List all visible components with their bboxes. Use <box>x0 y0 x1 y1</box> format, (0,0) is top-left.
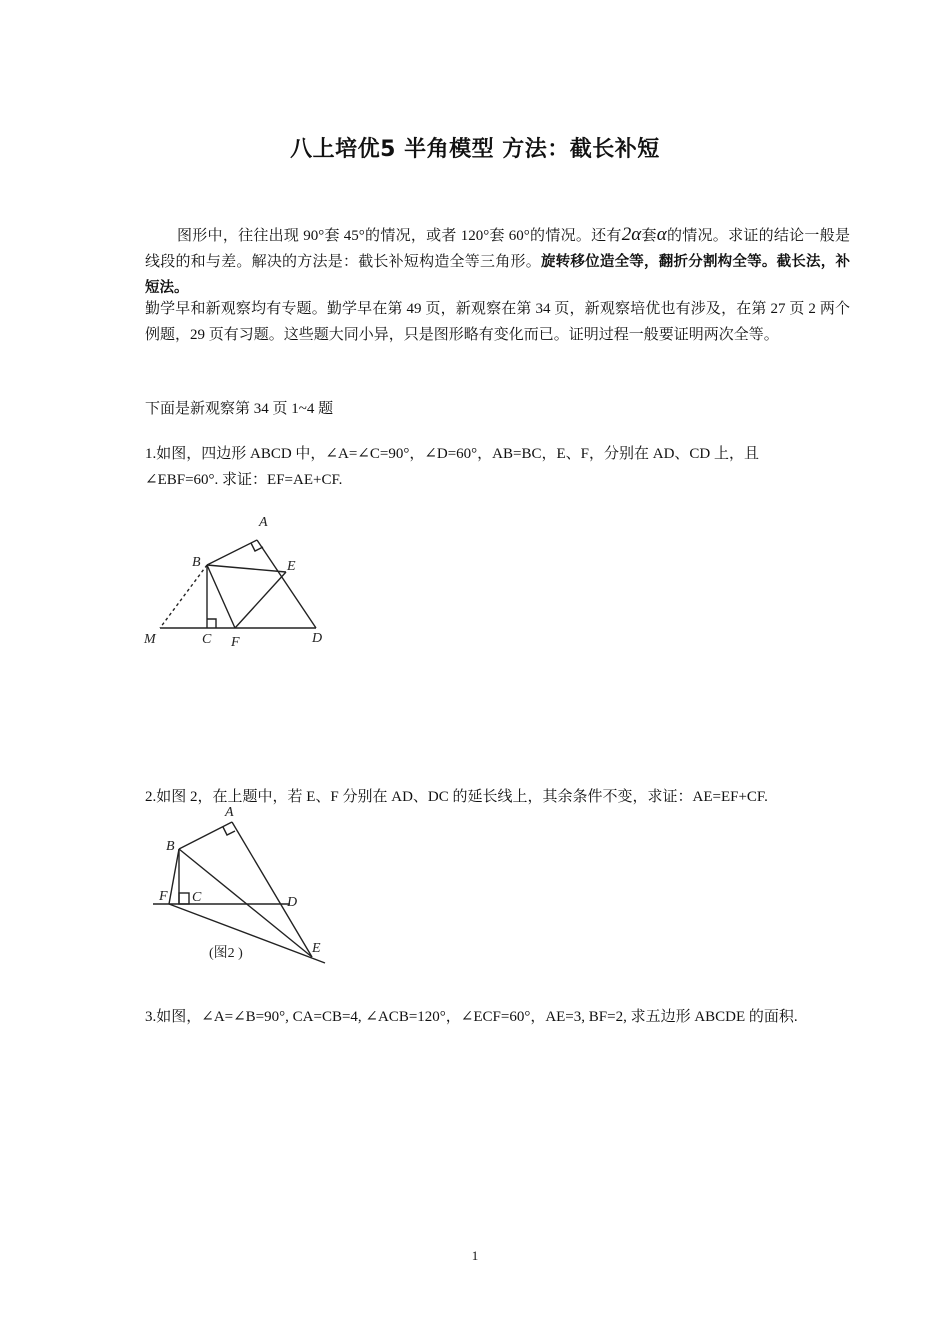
problem-1-line-2: ∠EBF=60°. 求证：EF=AE+CF. <box>145 472 343 488</box>
fig1-segment-ba <box>207 540 257 565</box>
fig2-caption: (图2 ) <box>209 946 243 961</box>
fig1-right-angle-c <box>207 619 216 628</box>
fig2-segment-ae <box>232 822 312 957</box>
fig1-dashed-bm <box>160 565 207 628</box>
problem-1 <box>145 441 850 493</box>
fig1-label-e: E <box>287 559 296 574</box>
fig2-label-b: B <box>166 839 175 854</box>
intro-text-a: 图形中，往往出现 90°套 45°的情况，或者 120°套 60°的情况。还有 <box>177 228 622 244</box>
problem-1-line-1: 1.如图，四边形 ABCD 中，∠A=∠C=90°，∠D=60°，AB=BC，E、F，分别在 AD、CD 上，且 <box>145 446 759 462</box>
fig1-label-m: M <box>144 632 156 647</box>
page-number: 1 <box>471 1248 479 1263</box>
fig1-label-a: A <box>259 515 268 530</box>
fig2-label-d: D <box>287 895 298 910</box>
fig2-right-angle-a <box>223 827 235 835</box>
figure-2 <box>145 800 335 970</box>
fig2-label-f: F <box>159 889 168 904</box>
fig1-label-d: D <box>312 631 323 646</box>
intro-paragraph <box>145 222 850 301</box>
fig2-segment-bf <box>169 849 179 904</box>
fig2-segment-ba <box>179 822 232 849</box>
alpha: α <box>656 224 667 245</box>
intro-bold-method: 旋转移位造全等，翻折分割构全等。截长法，补短法。 <box>145 254 850 296</box>
fig1-segment-ef <box>235 572 286 628</box>
problem-2: 2.如图 2，在上题中，若 E、F 分别在 AD、DC 的延长线上，其余条件不变，求证：AE=EF+CF. <box>145 789 768 805</box>
fig1-label-f: F <box>231 635 240 650</box>
fig1-label-c: C <box>202 632 212 647</box>
page-title: 八上培优5 半角模型 方法：截长补短 <box>290 137 660 162</box>
fig1-segment-ad <box>257 540 316 628</box>
fig2-segment-fe <box>169 904 325 963</box>
fig2-label-a: A <box>225 805 234 820</box>
figure-1 <box>140 508 340 653</box>
two-alpha: 2α <box>621 224 642 245</box>
intro-text-c: 的情况。求证的结论一般是线段的和与差。解决的方法是：截长补短构造全等三角形。 <box>145 228 850 270</box>
section-heading: 下面是新观察第 34 页 1~4 题 <box>145 401 334 417</box>
fig1-label-b: B <box>192 555 201 570</box>
intro-text-b: 套 <box>641 228 657 244</box>
reference-paragraph: 勤学早和新观察均有专题。勤学早在第 49 页，新观察在第 34 页，新观察培优也有涉及，在第 27 页 2 两个例题，29 页有习题。这些题大同小异，只是图形略有变化而已。证明过程一般要证明两次全等。 <box>145 301 850 343</box>
fig2-label-e: E <box>312 941 321 956</box>
fig2-right-angle-c <box>179 893 189 904</box>
fig2-label-c: C <box>192 890 202 905</box>
problem-3: 3.如图，∠A=∠B=90°, CA=CB=4, ∠ACB=120°，∠ECF=60°，AE=3, BF=2, 求五边形 ABCDE 的面积. <box>145 1009 798 1025</box>
